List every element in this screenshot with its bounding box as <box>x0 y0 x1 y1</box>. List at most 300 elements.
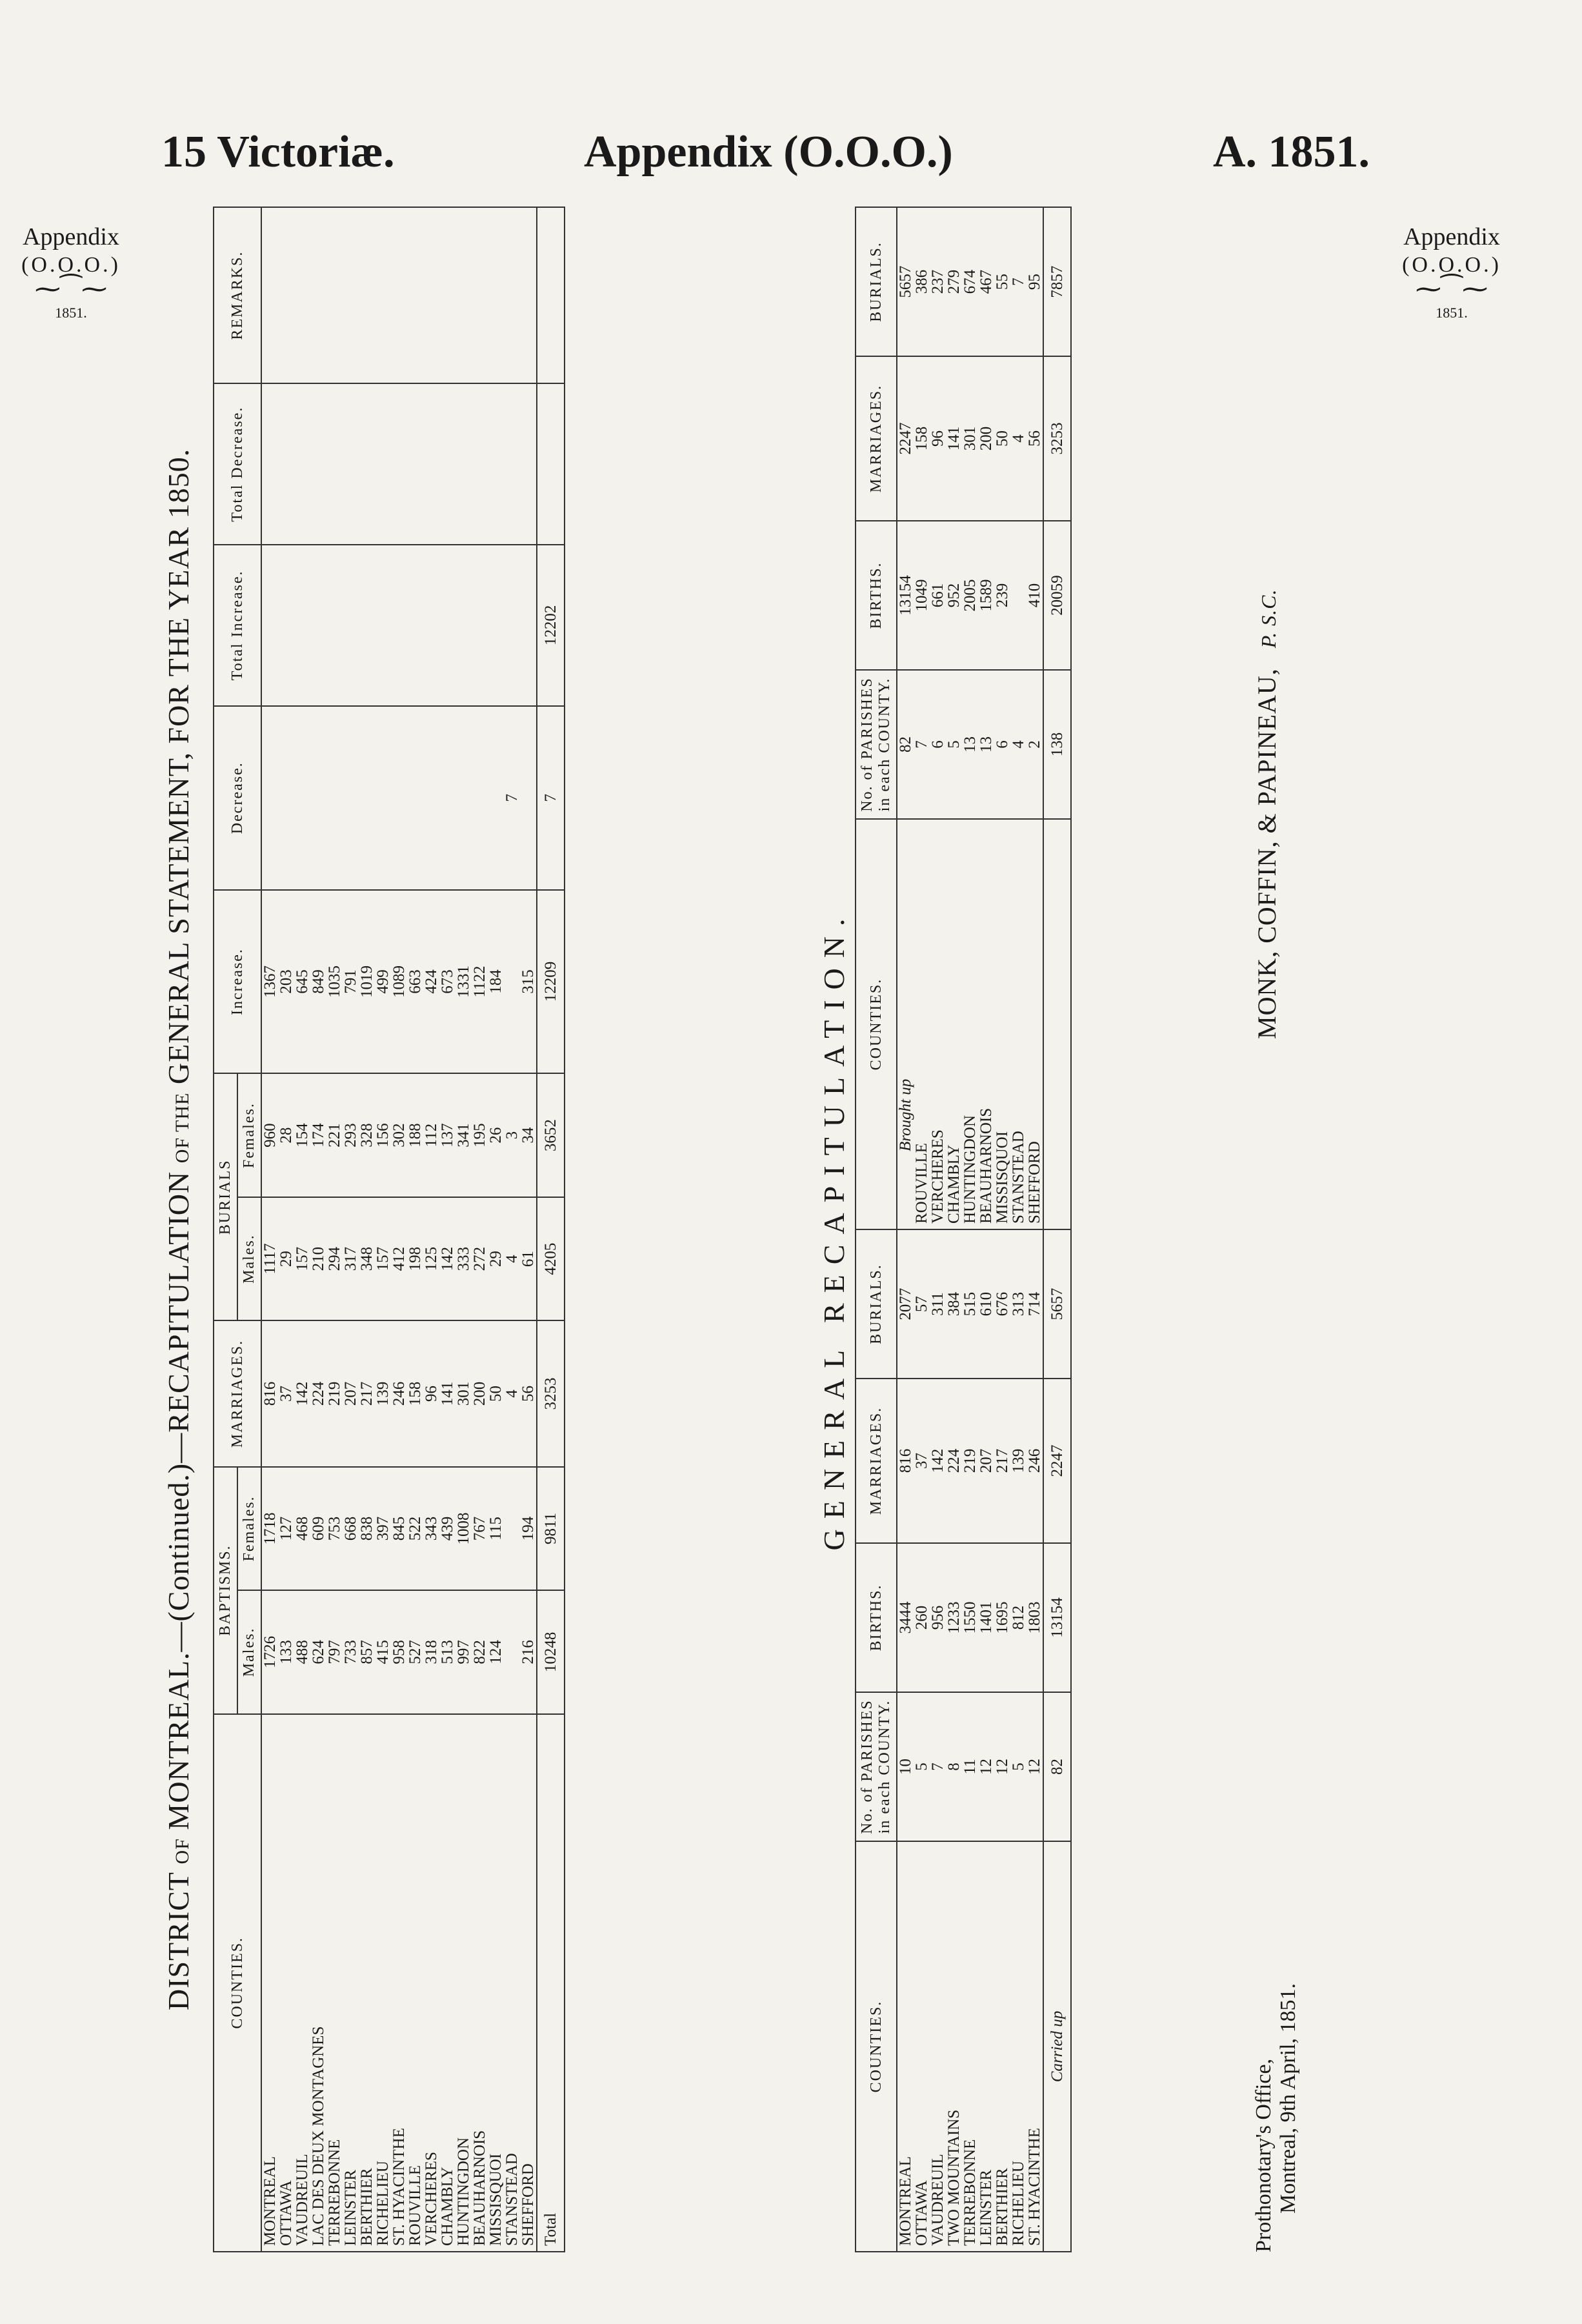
recap-left-total-bur: 5657 <box>1043 1229 1071 1379</box>
marriages-cell: 139 <box>375 1320 391 1466</box>
decrease-cell <box>488 706 504 890</box>
header-right: A. 1851. <box>1213 127 1370 177</box>
recap-col-burials-2: BURIALS. <box>856 207 897 356</box>
recap-births-cell: 812 <box>1010 1543 1026 1692</box>
recap-par-cell: 2 <box>1026 670 1043 819</box>
recap-bur-cell: 237 <box>930 207 946 356</box>
county-name: LEINSTER <box>343 1714 359 2252</box>
recap-col-marriages: MARRIAGES. <box>856 1379 897 1543</box>
baptisms-males-cell: 415 <box>375 1590 391 1713</box>
recap-bur-cell: 313 <box>1010 1229 1026 1379</box>
decrease-cell <box>326 706 343 890</box>
total-mar-cell: 3253 <box>537 1320 565 1466</box>
increase-cell: 1122 <box>472 890 488 1074</box>
table-row <box>326 207 343 2252</box>
recap-left-total-mar: 2247 <box>1043 1379 1071 1543</box>
recap-county: ROUVILLE <box>914 819 930 1229</box>
baptisms-males-cell: 958 <box>391 1590 407 1713</box>
total-decrease-cell <box>504 383 520 545</box>
recap-bur-cell: 384 <box>946 1229 962 1379</box>
recap-mar-cell: 207 <box>978 1379 994 1543</box>
total-bur-f-cell: 3652 <box>537 1073 565 1197</box>
remarks-cell <box>326 207 343 383</box>
total-decrease-cell <box>343 383 359 545</box>
baptisms-males-cell: 488 <box>294 1590 310 1713</box>
recap-row <box>994 207 1010 2252</box>
table-row <box>472 207 488 2252</box>
total-decrease-cell <box>472 383 488 545</box>
brace-icon: ⁓⁀⁓ <box>1415 274 1488 303</box>
decrease-cell <box>294 706 310 890</box>
recap-title: GENERAL RECAPITULATION. <box>817 908 850 1551</box>
burials-females-cell: 28 <box>278 1073 294 1197</box>
burials-males-cell: 61 <box>520 1197 537 1320</box>
burials-males-cell: 333 <box>456 1197 472 1320</box>
table-row <box>375 207 391 2252</box>
total-increase-cell <box>407 545 423 706</box>
burials-males-cell: 1117 <box>261 1197 278 1320</box>
recap-bur-cell: 467 <box>978 207 994 356</box>
burials-males-cell: 348 <box>359 1197 375 1320</box>
col-marriages: MARRIAGES. <box>214 1320 261 1466</box>
recap-births-cell: 1550 <box>962 1543 978 1692</box>
recap-row <box>1010 207 1026 2252</box>
recap-county: LEINSTER <box>978 1841 994 2252</box>
table-row <box>439 207 456 2252</box>
recap-par-cell: 12 <box>978 1692 994 1841</box>
total-increase-cell <box>375 545 391 706</box>
recap-mar-cell: 224 <box>946 1379 962 1543</box>
header-center: Appendix (O.O.O.) <box>584 127 953 177</box>
recap-body <box>897 207 1071 2252</box>
county-name: MONTREAL <box>261 1714 278 2252</box>
burials-females-cell: 174 <box>310 1073 326 1197</box>
decrease-cell <box>343 706 359 890</box>
recap-row <box>978 207 994 2252</box>
total-increase-cell <box>343 545 359 706</box>
margin-note-left <box>0 223 142 327</box>
total-label: Total <box>537 1714 565 2252</box>
recap-par-cell: 10 <box>897 1692 914 1841</box>
recap-births-cell: 1589 <box>978 521 994 670</box>
increase-cell <box>504 890 520 1074</box>
recap-row <box>914 207 930 2252</box>
col-bap-females: Females. <box>237 1467 261 1590</box>
baptisms-females-cell: 609 <box>310 1467 326 1590</box>
recap-row <box>1026 207 1043 2252</box>
recap-births-cell: 956 <box>930 1543 946 1692</box>
recap-births-cell: 661 <box>930 521 946 670</box>
col-total-decrease: Total Decrease. <box>214 383 261 545</box>
marriages-cell: 56 <box>520 1320 537 1466</box>
recap-table <box>855 207 1072 2252</box>
baptisms-males-cell: 624 <box>310 1590 326 1713</box>
baptisms-males-cell: 857 <box>359 1590 375 1713</box>
margin-left-line1: Appendix <box>23 223 119 250</box>
total-decrease-cell <box>326 383 343 545</box>
baptisms-females-cell: 668 <box>343 1467 359 1590</box>
signature-names: MONK, COFFIN, & PAPINEAU, <box>1252 668 1281 1039</box>
total-increase-cell <box>326 545 343 706</box>
recap-county: CHAMBLY <box>946 819 962 1229</box>
total-total-inc-cell: 12202 <box>537 545 565 706</box>
baptisms-females-cell: 845 <box>391 1467 407 1590</box>
statement-title: DISTRICT OF MONTREAL.—(Continued.)—RECAPITULATION OF THE GENERAL STATEMENT, FOR THE YEAR 1850. <box>162 448 195 2011</box>
marriages-cell: 4 <box>504 1320 520 1466</box>
baptisms-males-cell: 318 <box>423 1590 439 1713</box>
recap-bur-cell: 55 <box>994 207 1010 356</box>
baptisms-females-cell: 753 <box>326 1467 343 1590</box>
baptisms-males-cell: 1726 <box>261 1590 278 1713</box>
baptisms-males-cell <box>504 1590 520 1713</box>
recap-par-cell: 13 <box>962 670 978 819</box>
burials-females-cell: 137 <box>439 1073 456 1197</box>
marriages-cell: 207 <box>343 1320 359 1466</box>
col-increase: Increase. <box>214 890 261 1074</box>
total-decrease-cell <box>375 383 391 545</box>
col-bur-females: Females. <box>237 1073 261 1197</box>
increase-cell: 1035 <box>326 890 343 1074</box>
marriages-cell: 246 <box>391 1320 407 1466</box>
total-decrease-cell <box>278 383 294 545</box>
statement-table <box>213 207 565 2252</box>
table-row <box>261 207 278 2252</box>
remarks-cell <box>504 207 520 383</box>
table-row <box>343 207 359 2252</box>
table-row <box>278 207 294 2252</box>
recap-col-parishes-2: No. of PARISHES in each COUNTY. <box>856 670 897 819</box>
total-increase-cell <box>294 545 310 706</box>
decrease-cell <box>439 706 456 890</box>
recap-county: HUNTINGDON <box>962 819 978 1229</box>
recap-mar-cell: 142 <box>930 1379 946 1543</box>
increase-cell: 1089 <box>391 890 407 1074</box>
table-row <box>488 207 504 2252</box>
marriages-cell: 219 <box>326 1320 343 1466</box>
baptisms-females-cell <box>504 1467 520 1590</box>
marriages-cell: 37 <box>278 1320 294 1466</box>
recap-mar-cell: 37 <box>914 1379 930 1543</box>
decrease-cell <box>472 706 488 890</box>
county-name: CHAMBLY <box>439 1714 456 2252</box>
baptisms-females-cell: 1008 <box>456 1467 472 1590</box>
recap-mar-cell: 246 <box>1026 1379 1043 1543</box>
recap-col-births: BIRTHS. <box>856 1543 897 1692</box>
recap-bur-cell: 674 <box>962 207 978 356</box>
county-name: ST. HYACINTHE <box>391 1714 407 2252</box>
brace-icon: ⁓⁀⁓ <box>34 274 108 303</box>
baptisms-females-cell: 343 <box>423 1467 439 1590</box>
footer-office-line: Prothonotary's Office, <box>1252 2058 1276 2252</box>
baptisms-females-cell: 127 <box>278 1467 294 1590</box>
recap-bur-cell: 57 <box>914 1229 930 1379</box>
recap-row <box>962 207 978 2252</box>
recap-county: MISSISQUOI <box>994 819 1010 1229</box>
total-decrease-cell <box>261 383 278 545</box>
recap-par-cell: 6 <box>994 670 1010 819</box>
recap-col-counties: COUNTIES. <box>856 1841 897 2252</box>
decrease-cell <box>278 706 294 890</box>
remarks-cell <box>294 207 310 383</box>
col-remarks: REMARKS. <box>214 207 261 383</box>
county-name: SHEFFORD <box>520 1714 537 2252</box>
county-name: MISSISQUOI <box>488 1714 504 2252</box>
decrease-cell <box>310 706 326 890</box>
total-bap-f-cell: 9811 <box>537 1467 565 1590</box>
recap-brought-births-cell: 13154 <box>897 521 914 670</box>
recap-brought-bur-cell: 5657 <box>897 207 914 356</box>
recap-births-cell <box>1010 521 1026 670</box>
burials-females-cell: 112 <box>423 1073 439 1197</box>
burials-males-cell: 29 <box>278 1197 294 1320</box>
recap-births-cell: 260 <box>914 1543 930 1692</box>
burials-females-cell: 26 <box>488 1073 504 1197</box>
county-name: TERREBONNE <box>326 1714 343 2252</box>
decrease-cell <box>520 706 537 890</box>
table-row <box>504 207 520 2252</box>
header-left: 15 Victoriæ. <box>161 127 395 177</box>
recap-left-total-par: 82 <box>1043 1692 1071 1841</box>
recap-bur-cell: 610 <box>978 1229 994 1379</box>
recap-right-total-label <box>1043 819 1071 1229</box>
marriages-cell: 142 <box>294 1320 310 1466</box>
baptisms-females-cell: 468 <box>294 1467 310 1590</box>
recap-births-cell: 1803 <box>1026 1543 1043 1692</box>
decrease-cell <box>456 706 472 890</box>
recap-bur-cell: 95 <box>1026 207 1043 356</box>
burials-males-cell: 294 <box>326 1197 343 1320</box>
recap-bur-cell: 7 <box>1010 207 1026 356</box>
burials-males-cell: 142 <box>439 1197 456 1320</box>
marriages-cell: 141 <box>439 1320 456 1466</box>
total-increase-cell <box>310 545 326 706</box>
recap-births-cell: 952 <box>946 521 962 670</box>
total-increase-cell <box>520 545 537 706</box>
total-increase-cell <box>439 545 456 706</box>
recap-county: RICHELIEU <box>1010 1841 1026 2252</box>
recap-brought-par-cell: 82 <box>897 670 914 819</box>
increase-cell: 1331 <box>456 890 472 1074</box>
total-decrease-cell <box>359 383 375 545</box>
total-remarks-cell <box>537 207 565 383</box>
decrease-cell: 7 <box>504 706 520 890</box>
total-decrease-cell <box>439 383 456 545</box>
increase-cell: 673 <box>439 890 456 1074</box>
total-decrease-cell <box>456 383 472 545</box>
recap-row <box>897 207 914 2252</box>
total-bap-m-cell: 10248 <box>537 1590 565 1713</box>
increase-cell: 184 <box>488 890 504 1074</box>
recap-par-cell: 7 <box>914 670 930 819</box>
recap-county: STANSTEAD <box>1010 819 1026 1229</box>
recap-par-cell: 13 <box>978 670 994 819</box>
table-row <box>391 207 407 2252</box>
recap-bur-cell: 714 <box>1026 1229 1043 1379</box>
table-row <box>456 207 472 2252</box>
recap-par-cell: 5 <box>1010 1692 1026 1841</box>
baptisms-males-cell: 513 <box>439 1590 456 1713</box>
col-burials: BURIALS <box>214 1073 237 1320</box>
recap-row <box>930 207 946 2252</box>
recap-county: BEAUHARNOIS <box>978 819 994 1229</box>
recap-mar-cell: 816 <box>897 1379 914 1543</box>
total-decrease-cell <box>294 383 310 545</box>
total-bur-m-cell: 4205 <box>537 1197 565 1320</box>
total-increase-cell <box>278 545 294 706</box>
recap-par-cell: 4 <box>1010 670 1026 819</box>
decrease-cell <box>375 706 391 890</box>
table-row <box>423 207 439 2252</box>
burials-females-cell: 3 <box>504 1073 520 1197</box>
recap-births-cell: 1233 <box>946 1543 962 1692</box>
recap-births-cell: 410 <box>1026 521 1043 670</box>
recap-births-cell: 2005 <box>962 521 978 670</box>
remarks-cell <box>456 207 472 383</box>
increase-cell: 645 <box>294 890 310 1074</box>
burials-females-cell: 302 <box>391 1073 407 1197</box>
burials-males-cell: 29 <box>488 1197 504 1320</box>
footer-office <box>1252 207 1301 2252</box>
county-name: BEAUHARNOIS <box>472 1714 488 2252</box>
total-increase-cell <box>504 545 520 706</box>
total-increase-cell <box>488 545 504 706</box>
margin-left-line2: (O.O.O.) <box>21 253 121 277</box>
burials-males-cell: 210 <box>310 1197 326 1320</box>
increase-cell: 1019 <box>359 890 375 1074</box>
recap-mar-cell: 139 <box>1010 1379 1026 1543</box>
recap-bur-cell: 279 <box>946 207 962 356</box>
total-increase-cell <box>472 545 488 706</box>
total-decrease-cell <box>310 383 326 545</box>
recap-par-cell: 12 <box>994 1692 1010 1841</box>
burials-males-cell: 317 <box>343 1197 359 1320</box>
burials-females-cell: 328 <box>359 1073 375 1197</box>
recap-brought-mar-cell: 2247 <box>897 356 914 521</box>
total-increase-cell <box>456 545 472 706</box>
remarks-cell <box>375 207 391 383</box>
burials-females-cell: 960 <box>261 1073 278 1197</box>
baptisms-males-cell: 997 <box>456 1590 472 1713</box>
recap-county: MONTREAL <box>897 1841 914 2252</box>
margin-right-line1: Appendix <box>1403 223 1500 250</box>
recap-bur-cell: 386 <box>914 207 930 356</box>
recap-total-row <box>1043 207 1071 2252</box>
remarks-cell <box>359 207 375 383</box>
total-decrease-cell <box>423 383 439 545</box>
increase-cell: 849 <box>310 890 326 1074</box>
recap-births-cell: 1401 <box>978 1543 994 1692</box>
table-row <box>520 207 537 2252</box>
baptisms-males-cell: 733 <box>343 1590 359 1713</box>
recap-brought-up: Brought up <box>897 819 914 1229</box>
baptisms-females-cell: 397 <box>375 1467 391 1590</box>
total-increase-cell <box>261 545 278 706</box>
recap-par-cell: 5 <box>914 1692 930 1841</box>
margin-right-year: 1851. <box>1436 305 1468 321</box>
burials-females-cell: 341 <box>456 1073 472 1197</box>
recap-mar-cell: 219 <box>962 1379 978 1543</box>
recap-right-total-mar: 3253 <box>1043 356 1071 521</box>
recap-county: VERCHERES <box>930 819 946 1229</box>
county-name: VAUDREUIL <box>294 1714 310 2252</box>
margin-note-right <box>1374 223 1529 327</box>
marriages-cell: 200 <box>472 1320 488 1466</box>
recap-mar-cell: 301 <box>962 356 978 521</box>
burials-females-cell: 293 <box>343 1073 359 1197</box>
margin-left-year: 1851. <box>55 305 87 321</box>
decrease-cell <box>407 706 423 890</box>
remarks-cell <box>310 207 326 383</box>
decrease-cell <box>391 706 407 890</box>
recap-par-cell: 5 <box>946 670 962 819</box>
remarks-cell <box>423 207 439 383</box>
county-name: HUNTINGDON <box>456 1714 472 2252</box>
recap-col-counties-2: COUNTIES. <box>856 819 897 1229</box>
burials-females-cell: 34 <box>520 1073 537 1197</box>
remarks-cell <box>407 207 423 383</box>
recap-mar-cell: 96 <box>930 356 946 521</box>
baptisms-males-cell: 133 <box>278 1590 294 1713</box>
burials-females-cell: 156 <box>375 1073 391 1197</box>
county-name: RICHELIEU <box>375 1714 391 2252</box>
remarks-cell <box>488 207 504 383</box>
table-row <box>407 207 423 2252</box>
recap-mar-cell: 50 <box>994 356 1010 521</box>
marriages-cell: 301 <box>456 1320 472 1466</box>
total-decrease-total-cell <box>537 383 565 545</box>
recap-county: BERTHIER <box>994 1841 1010 2252</box>
total-dec-cell: 7 <box>537 706 565 890</box>
burials-females-cell: 188 <box>407 1073 423 1197</box>
burials-males-cell: 157 <box>294 1197 310 1320</box>
increase-cell: 424 <box>423 890 439 1074</box>
total-inc-cell: 12209 <box>537 890 565 1074</box>
marriages-cell: 50 <box>488 1320 504 1466</box>
footer-place-date: Montreal, 9th April, 1851. <box>1276 1983 1300 2214</box>
recap-right-total-par: 138 <box>1043 670 1071 819</box>
baptisms-males-cell: 216 <box>520 1590 537 1713</box>
decrease-cell <box>359 706 375 890</box>
recap-bur-cell: 2077 <box>897 1229 914 1379</box>
decrease-cell <box>423 706 439 890</box>
col-bur-males: Males. <box>237 1197 261 1320</box>
recap-county: TWO MOUNTAINS <box>946 1841 962 2252</box>
county-name: STANSTEAD <box>504 1714 520 2252</box>
marriages-cell: 96 <box>423 1320 439 1466</box>
burials-females-cell: 195 <box>472 1073 488 1197</box>
recap-births-cell: 1049 <box>914 521 930 670</box>
burials-males-cell: 412 <box>391 1197 407 1320</box>
marriages-cell: 816 <box>261 1320 278 1466</box>
recap-births-cell: 239 <box>994 521 1010 670</box>
county-name: ROUVILLE <box>407 1714 423 2252</box>
marriages-cell: 224 <box>310 1320 326 1466</box>
col-decrease: Decrease. <box>214 706 261 890</box>
baptisms-females-cell: 194 <box>520 1467 537 1590</box>
total-increase-cell <box>391 545 407 706</box>
remarks-cell <box>391 207 407 383</box>
signature-title: P. S.C. <box>1257 589 1280 649</box>
table-row <box>310 207 326 2252</box>
burials-males-cell: 125 <box>423 1197 439 1320</box>
baptisms-females-cell: 522 <box>407 1467 423 1590</box>
margin-right-line2: (O.O.O.) <box>1402 253 1501 277</box>
recap-left-total-births: 13154 <box>1043 1543 1071 1692</box>
recap-bur-cell: 676 <box>994 1229 1010 1379</box>
recap-col-parishes: No. of PARISHES in each COUNTY. <box>856 1692 897 1841</box>
burials-males-cell: 157 <box>375 1197 391 1320</box>
recap-par-cell: 6 <box>930 670 946 819</box>
